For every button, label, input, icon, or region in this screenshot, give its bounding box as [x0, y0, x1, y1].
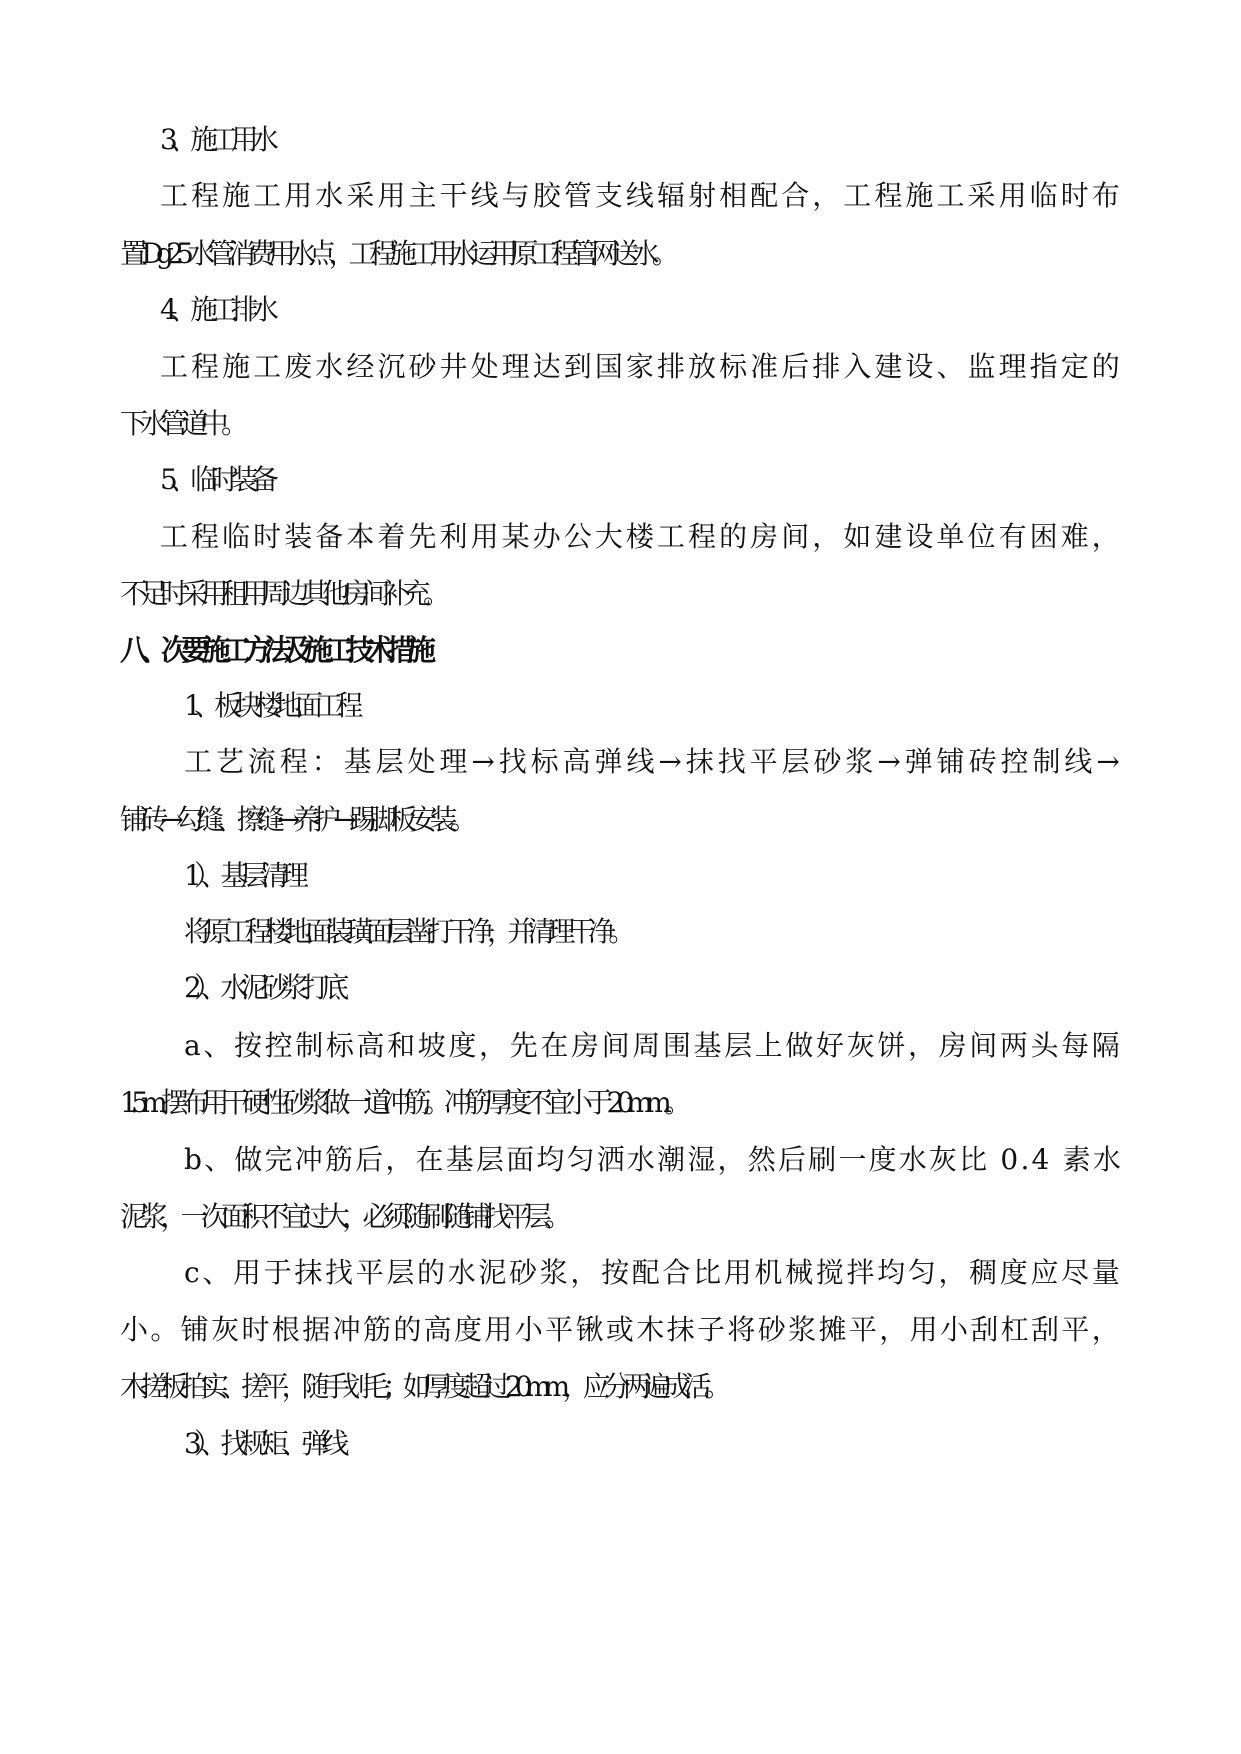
step-1-heading: 1）、基层清理: [184, 859, 302, 892]
paragraph-line: 木搓板拍实、搓平，随手划毛；如厚度超过 20mm，应分两遍成活。: [120, 1370, 725, 1403]
paragraph-line: 泥浆，一次面积不宜过大，必须随刷随铺找平层。: [120, 1200, 565, 1233]
paragraph-line: c、用于抹找平层的水泥砂浆，按配合比用机械搅拌均匀，稠度应尽量: [184, 1256, 1122, 1289]
paragraph-line: 工程施工用水采用主干线与胶管支线辐射相配合，工程施工采用临时布: [160, 179, 1122, 212]
section-5-equipment-heading: 5、临时装备: [160, 463, 272, 496]
paragraph-line: 小。铺灰时根据冲筋的高度用小平锹或木抹子将砂浆摊平，用小刮杠刮平，: [120, 1313, 1122, 1346]
paragraph-line: 工程临时装备本着先利用某办公大楼工程的房间，如建设单位有困难，: [160, 520, 1122, 553]
section-4-drainage-heading: 4、施工排水: [160, 293, 272, 326]
chapter-8-heading: 八、次要施工方法及施工技术措施: [120, 633, 428, 667]
paragraph-line: a、按控制标高和坡度，先在房间周围基层上做好灰饼，房间两头每隔: [184, 1029, 1122, 1062]
paragraph-line: 工程施工废水经沉砂井处理达到国家排放标准后排入建设、监理指定的: [160, 350, 1122, 383]
paragraph-line: 下水管道中。: [120, 407, 242, 440]
paragraph-line: 不足时采用租用周边其他房间补充。: [120, 577, 444, 610]
section-3-water-heading: 3、施工用水: [160, 123, 272, 156]
subsection-1-heading: 1、板块楼地面工程: [184, 689, 356, 722]
step-2-heading: 2）、水泥砂浆打底: [184, 971, 342, 1004]
paragraph-line: 工艺流程：基层处理→找标高弹线→抹找平层砂浆→弹铺砖控制线→: [184, 745, 1122, 778]
paragraph-line: 将原工程楼地面装璜面层凿打干净，并清理干净。: [184, 915, 629, 948]
paragraph-line: 置 Dg25 水管消费用水点，工程施工用水运用原工程管网送水。: [120, 237, 673, 270]
paragraph-line: 铺砖→勾缝、擦缝→养护→踢脚板安装。: [120, 803, 470, 836]
step-3-heading: 3）、找规矩、弹线: [184, 1427, 342, 1460]
paragraph-line: 1.5m 摆布用干硬性砂浆做一道冲筋。冲筋厚度不宜小于 20mm。: [120, 1086, 685, 1119]
paragraph-line: b、做完冲筋后，在基层面均匀洒水潮湿，然后刷一度水灰比 0.4 素水: [184, 1143, 1124, 1176]
